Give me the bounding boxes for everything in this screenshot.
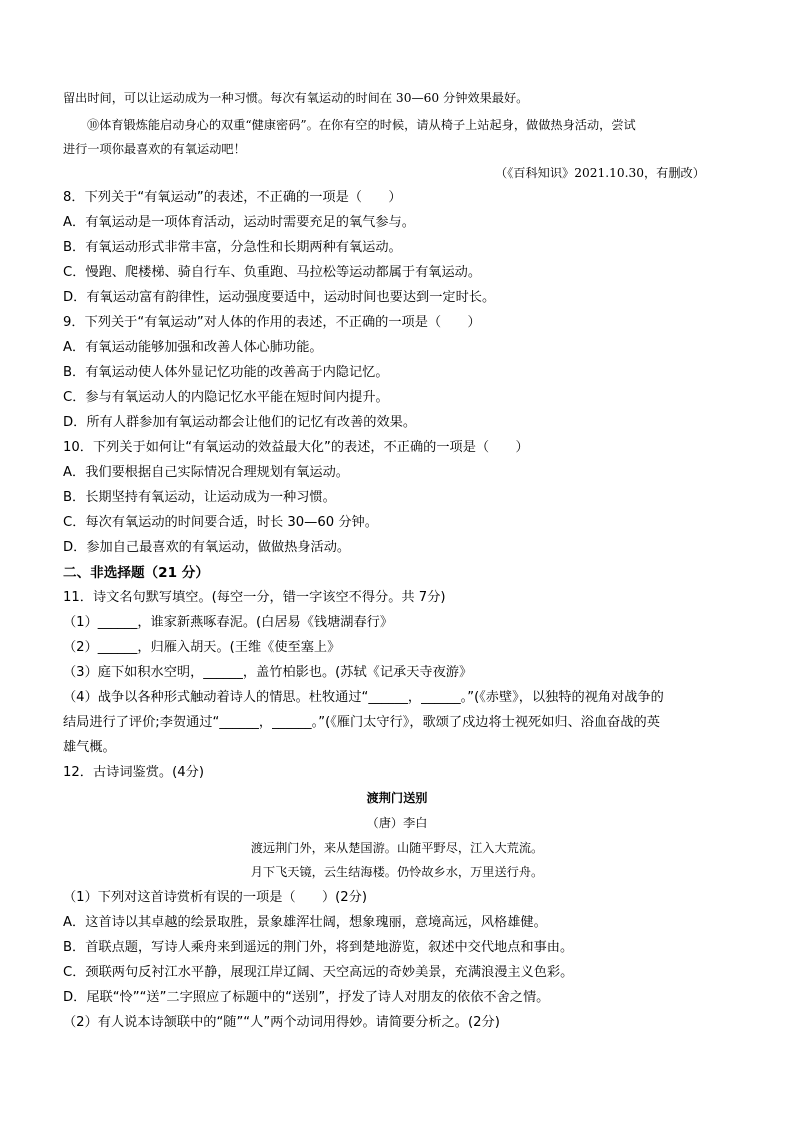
q9-option-a: A．有氧运动能够加强和改善人体心肺功能。 xyxy=(63,340,323,355)
q11-item-4-line-1: （4）战争以各种形式触动着诗人的情思。杜牧通过“______，______。”(《赤壁》，以独特的视角对战争的 xyxy=(63,690,664,705)
passage-line-1: 留出时间，可以让运动成为一种习惯。每次有氧运动的时间在 30—60 分钟效果最好。 xyxy=(63,91,529,105)
q12-part1-option-a: A．这首诗以其卓越的绘景取胜，景象雄浑壮阔，想象瑰丽，意境高远，风格雄健。 xyxy=(63,915,547,930)
q11-item-1: （1）______，谁家新燕啄春泥。(白居易《钱塘湖春行》 xyxy=(63,615,394,630)
q9-option-b: B．有氧运动使人体外显记忆功能的改善高于内隐记忆。 xyxy=(63,365,389,380)
passage-line-3: 进行一项你最喜欢的有氧运动吧！ xyxy=(63,142,246,156)
q11-item-2: （2）______，归雁入胡天。(王维《使至塞上》 xyxy=(63,640,341,655)
q11-item-4-line-2: 结局进行了评价;李贺通过“______，______。”(《雁门太守行》，歌颂了戍边将士视死如归、浴血奋战的英 xyxy=(63,715,660,730)
q12-part1-option-b: B．首联点题，写诗人乘舟来到遥远的荆门外，将到楚地游览，叙述中交代地点和事由。 xyxy=(63,940,574,955)
q9-stem: 9．下列关于“有氧运动”对人体的作用的表述，不正确的一项是（ ） xyxy=(63,315,481,330)
q10-stem: 10．下列关于如何让“有氧运动的效益最大化”的表述，不正确的一项是（ ） xyxy=(63,440,529,455)
poem-line-2: 月下飞天镜，云生结海楼。仍怜故乡水，万里送行舟。 xyxy=(250,865,544,879)
q12-part1-stem: （1）下列对这首诗赏析有误的一项是（ ）(2分) xyxy=(63,890,368,905)
q8-option-a: A．有氧运动是一项体育活动，运动时需要充足的氧气参与。 xyxy=(63,215,415,230)
q12-part1-option-c: C．颈联两句反衬江水平静，展现江岸辽阔、天空高远的奇妙美景，充满浪漫主义色彩。 xyxy=(63,965,574,980)
q9-option-d: D．所有人群参加有氧运动都会让他们的记忆有改善的效果。 xyxy=(63,415,417,430)
q9-option-c: C．参与有氧运动人的内隐记忆水平能在短时间内提升。 xyxy=(63,390,389,405)
q11-item-4-line-3: 雄气概。 xyxy=(63,740,116,755)
q8-option-d: D．有氧运动富有韵律性，运动强度要适中，运动时间也要达到一定时长。 xyxy=(63,290,496,305)
passage-line-2: ⑩体育锻炼能启动身心的双重“健康密码”。在你有空的时候，请从椅子上站起身，做做热身活动，尝试 xyxy=(87,118,636,132)
q11-item-3: （3）庭下如积水空明，______，盖竹柏影也。(苏轼《记承天寺夜游》 xyxy=(63,665,473,680)
q10-option-d: D．参加自己最喜欢的有氧运动，做做热身活动。 xyxy=(63,540,351,555)
q8-option-b: B．有氧运动形式非常丰富，分急性和长期两种有氧运动。 xyxy=(63,240,402,255)
poem-line-1: 渡远荆门外，来从楚国游。山随平野尽，江入大荒流。 xyxy=(250,841,544,855)
q12-stem: 12．古诗词鉴赏。(4分) xyxy=(63,765,204,780)
poem-author: （唐）李白 xyxy=(366,816,428,830)
q11-stem: 11．诗文名句默写填空。(每空一分，错一字该空不得分。共 7分) xyxy=(63,590,446,605)
q10-option-a: A．我们要根据自己实际情况合理规划有氧运动。 xyxy=(63,465,349,480)
passage-source: （《百科知识》2021.10.30，有删改） xyxy=(495,166,705,180)
q12-part1-option-d: D．尾联“怜”“送”二字照应了标题中的“送别”，抒发了诗人对朋友的依依不舍之情。 xyxy=(63,990,550,1005)
q8-option-c: C．慢跑、爬楼梯、骑自行车、负重跑、马拉松等运动都属于有氧运动。 xyxy=(63,265,482,280)
q10-option-b: B．长期坚持有氧运动，让运动成为一种习惯。 xyxy=(63,490,336,505)
poem-title: 渡荆门送别 xyxy=(366,791,428,805)
section-heading: 二、非选择题（21 分） xyxy=(63,565,209,581)
q12-part2-stem: （2）有人说本诗颔联中的“随”“人”两个动词用得妙。请简要分析之。(2分) xyxy=(63,1015,500,1030)
q10-option-c: C．每次有氧运动的时间要合适，时长 30—60 分钟。 xyxy=(63,515,378,530)
q8-stem: 8．下列关于“有氧运动”的表述，不正确的一项是（ ） xyxy=(63,190,402,205)
